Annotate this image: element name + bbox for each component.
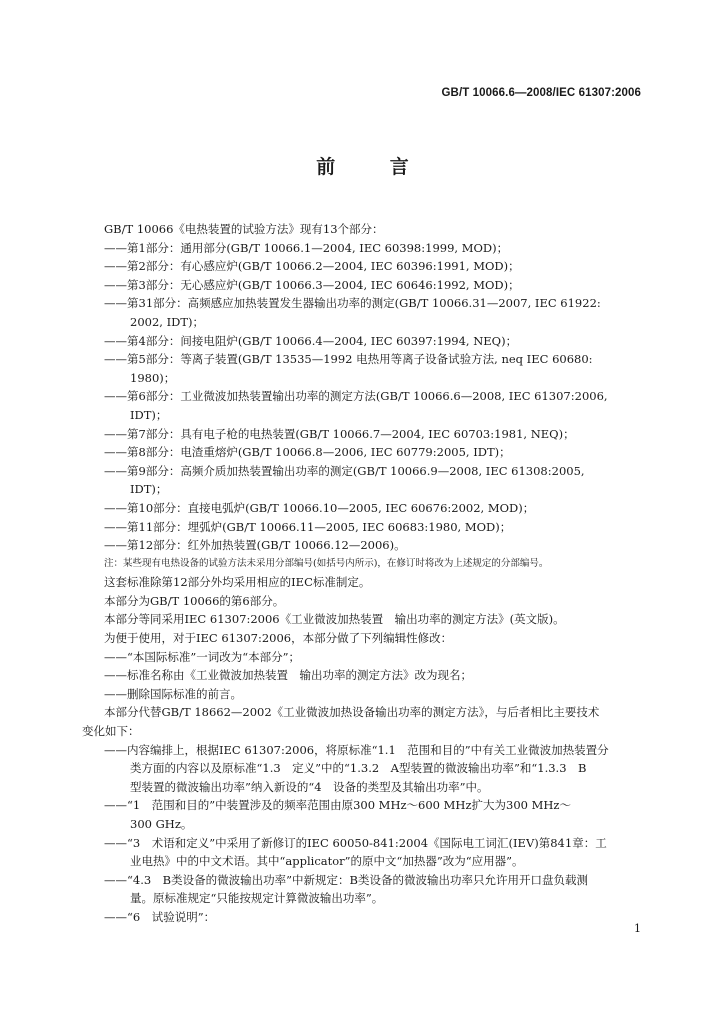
document-body xyxy=(82,220,642,927)
page-title: 前 言 xyxy=(316,156,433,178)
text-line: ——“本国际标准”一词改为“本部分”； xyxy=(104,649,301,664)
text-line: 本部分代替GB/T 18662—2002《工业微波加热设备输出功率的测定方法》，与后者相比主要技术 xyxy=(104,705,600,720)
text-line: IDT)； xyxy=(130,407,168,422)
text-line: 300 GHz。 xyxy=(130,817,193,831)
text-line: ——“3 术语和定义”中采用了新修订的IEC 60050-841:2004《国际电工词汇(IEV)第841章：工 xyxy=(104,835,607,850)
text-line: 本部分为GB/T 10066的第6部分。 xyxy=(104,593,285,608)
text-line: ——第11部分：埋弧炉(GB/T 10066.11—2005, IEC 60683:1980, MOD)； xyxy=(104,519,512,534)
text-line: ——“6 试验说明”： xyxy=(104,909,216,924)
text-line: ——“1 范围和目的”中装置涉及的频率范围由原300 MHz～600 MHz扩大为300 MHz～ xyxy=(104,798,571,813)
text-line: GB/T 10066《电热装置的试验方法》现有13个部分： xyxy=(104,222,384,236)
text-line: ——第3部分：无心感应炉(GB/T 10066.3—2004, IEC 60646:1992, MOD)； xyxy=(104,277,520,292)
text-line: ——删除国际标准的前言。 xyxy=(104,686,242,701)
text-line: ——“4.3 B类设备的微波输出功率”中新规定：B类设备的微波输出功率只允许用开口盘负载测 xyxy=(104,872,588,887)
text-line: 2002, IDT)； xyxy=(130,314,204,329)
text-line: ——第4部分：间接电阻炉(GB/T 10066.4—2004, IEC 60397:1994, NEQ)； xyxy=(104,333,518,348)
text-line: ——第7部分：具有电子枪的电热装置(GB/T 10066.7—2004, IEC 60703:1981, NEQ)； xyxy=(104,426,575,441)
text-line: ——内容编排上，根据IEC 61307:2006，将原标准“1.1 范围和目的”中有关工业微波加热装置分 xyxy=(104,742,609,757)
text-line: 1980)； xyxy=(130,370,176,385)
text-line: ——第8部分：电渣重熔炉(GB/T 10066.8—2006, IEC 60779:2005, IDT)； xyxy=(104,445,511,460)
page-number: 1 xyxy=(634,922,641,935)
text-line: ——第12部分：红外加热装置(GB/T 10066.12—2006)。 xyxy=(104,538,406,553)
text-line: 变化如下： xyxy=(82,724,140,739)
text-line: IDT)； xyxy=(130,482,168,497)
note-line: 注：某些现有电热设备的试验方法未采用分部编号(如括号内所示)，在修订时将改为上述规定的分部编号。 xyxy=(104,557,549,569)
text-line: ——第31部分：高频感应加热装置发生器输出功率的测定(GB/T 10066.31—2007, IEC 61922: xyxy=(104,296,601,311)
text-line: ——第9部分：高频介质加热装置输出功率的测定(GB/T 10066.9—2008, IEC 61308:2005, xyxy=(104,463,585,478)
text-line: ——第5部分：等离子装置(GB/T 13535—1992 电热用等离子设备试验方法, neq IEC 60680: xyxy=(104,352,593,367)
text-line: 型装置的微波输出功率”纳入新设的“4 设备的类型及其输出功率”中。 xyxy=(130,779,489,794)
text-line: ——第1部分：通用部分(GB/T 10066.1—2004, IEC 60398:1999, MOD)； xyxy=(104,240,509,255)
text-line: ——标准名称由《工业微波加热装置 输出功率的测定方法》改为现名； xyxy=(104,668,472,683)
text-line: 类方面的内容以及原标准“1.3 定义”中的“1.3.2 A型装置的微波输出功率”和“1.3.3 B xyxy=(130,761,587,776)
text-line: ——第2部分：有心感应炉(GB/T 10066.2—2004, IEC 60396:1991, MOD)； xyxy=(104,259,520,274)
text-line: ——第6部分：工业微波加热装置输出功率的测定方法(GB/T 10066.6—2008, IEC 61307:2006, xyxy=(104,389,608,404)
text-line: ——第10部分：直接电弧炉(GB/T 10066.10—2005, IEC 60676:2002, MOD)； xyxy=(104,500,535,515)
text-line: 本部分等同采用IEC 61307:2006《工业微波加热装置 输出功率的测定方法》(英文版)。 xyxy=(104,612,565,627)
text-line: 为便于使用，对于IEC 61307:2006，本部分做了下列编辑性修改： xyxy=(104,631,453,646)
text-line: 这套标准除第12部分外均采用相应的IEC标准制定。 xyxy=(104,575,371,590)
text-line: 量。原标准规定“只能按规定计算微波输出功率”。 xyxy=(130,891,384,906)
text-line: 业电热》中的中文术语。其中“applicator”的原中文“加热器”改为“应用器”。 xyxy=(130,854,524,869)
standard-header: GB/T 10066.6—2008/IEC 61307:2006 xyxy=(441,87,641,99)
